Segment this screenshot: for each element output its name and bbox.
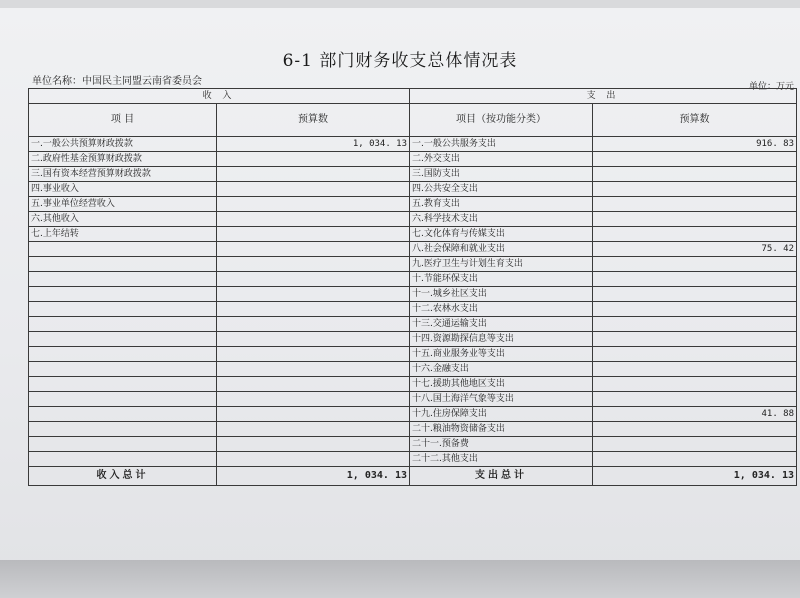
expense-item-cell: 二.外交支出 — [410, 152, 593, 167]
income-item-cell — [29, 302, 217, 317]
income-item-cell — [29, 257, 217, 272]
expense-value-cell — [593, 437, 797, 452]
expense-item-cell: 十八.国土海洋气象等支出 — [410, 392, 593, 407]
income-item-cell: 一.一般公共预算财政拨款 — [29, 137, 217, 152]
income-item-cell — [29, 272, 217, 287]
income-item-cell — [29, 392, 217, 407]
income-value-cell: 1, 034. 13 — [217, 137, 410, 152]
expense-value-cell: 75. 42 — [593, 242, 797, 257]
expense-value-cell — [593, 197, 797, 212]
table-row — [29, 332, 797, 347]
table-row — [29, 302, 797, 317]
expense-value-cell — [593, 227, 797, 242]
expense-value-cell — [593, 257, 797, 272]
income-item-cell: 四.事业收入 — [29, 182, 217, 197]
expense-item-cell: 二十一.预备费 — [410, 437, 593, 452]
expense-value-cell — [593, 377, 797, 392]
table-row — [29, 167, 797, 182]
income-value-cell — [217, 302, 410, 317]
expense-item-cell: 九.医疗卫生与计划生育支出 — [410, 257, 593, 272]
expense-item-cell: 十一.城乡社区支出 — [410, 287, 593, 302]
table-row — [29, 347, 797, 362]
expense-item-cell: 十四.资源勘探信息等支出 — [410, 332, 593, 347]
unit-name: 单位名称：中国民主同盟云南省委员会 — [32, 76, 202, 87]
income-value-cell — [217, 287, 410, 302]
expense-total-label: 支出总计 — [410, 467, 593, 486]
expense-value-cell — [593, 212, 797, 227]
income-value-cell — [217, 257, 410, 272]
expense-item-cell: 二十.粮油物资储备支出 — [410, 422, 593, 437]
expense-value-cell — [593, 422, 797, 437]
income-total-value: 1, 034. 13 — [217, 467, 410, 486]
expense-item-cell: 十九.住房保障支出 — [410, 407, 593, 422]
expense-value-cell — [593, 287, 797, 302]
table-row — [29, 422, 797, 437]
income-item-cell: 七.上年结转 — [29, 227, 217, 242]
expense-item-cell: 四.公共安全支出 — [410, 182, 593, 197]
income-item-cell: 二.政府性基金预算财政拨款 — [29, 152, 217, 167]
income-item-cell: 六.其他收入 — [29, 212, 217, 227]
expense-item-cell: 十五.商业服务业等支出 — [410, 347, 593, 362]
expense-value-cell: 916. 83 — [593, 137, 797, 152]
income-value-cell — [217, 182, 410, 197]
income-item-cell — [29, 332, 217, 347]
expense-item-cell: 十七.援助其他地区支出 — [410, 377, 593, 392]
expense-item-cell: 八.社会保障和就业支出 — [410, 242, 593, 257]
header-row-columns — [29, 104, 797, 137]
expense-item-cell: 十三.交通运输支出 — [410, 317, 593, 332]
income-value-cell — [217, 347, 410, 362]
income-value-cell — [217, 362, 410, 377]
totals-row — [29, 467, 797, 486]
income-total-label: 收入总计 — [29, 467, 217, 486]
table-row — [29, 152, 797, 167]
expense-total-value: 1, 034. 13 — [593, 467, 797, 486]
paper-sheet — [0, 8, 800, 568]
income-value-cell — [217, 407, 410, 422]
expense-item-cell: 十二.农林水支出 — [410, 302, 593, 317]
income-value-cell — [217, 212, 410, 227]
income-value-cell — [217, 167, 410, 182]
table-row — [29, 437, 797, 452]
income-item-cell — [29, 287, 217, 302]
expense-item-cell: 一.一般公共服务支出 — [410, 137, 593, 152]
income-value-cell — [217, 377, 410, 392]
income-item-cell — [29, 347, 217, 362]
income-value-cell — [217, 197, 410, 212]
income-item-cell: 五.事业单位经营收入 — [29, 197, 217, 212]
income-value-cell — [217, 317, 410, 332]
expense-value-cell — [593, 182, 797, 197]
page-title: 6-1 部门财务收支总体情况表 — [282, 51, 518, 71]
table-row — [29, 197, 797, 212]
expense-value-cell — [593, 152, 797, 167]
income-item-cell — [29, 422, 217, 437]
table-row — [29, 137, 797, 152]
table-row — [29, 362, 797, 377]
income-item-cell — [29, 377, 217, 392]
expense-value-cell — [593, 362, 797, 377]
expense-item-header: 项目（按功能分类） — [410, 104, 593, 137]
income-budget-header: 预算数 — [217, 104, 410, 137]
table-row — [29, 182, 797, 197]
expense-item-cell: 七.文化体育与传媒支出 — [410, 227, 593, 242]
income-value-cell — [217, 242, 410, 257]
unit-label: 单位：万元 — [748, 82, 794, 92]
expense-value-cell — [593, 347, 797, 362]
income-item-cell — [29, 437, 217, 452]
expense-item-cell: 三.国防支出 — [410, 167, 593, 182]
expense-budget-header: 预算数 — [593, 104, 797, 137]
income-item-cell: 三.国有资本经营预算财政拨款 — [29, 167, 217, 182]
expense-value-cell — [593, 272, 797, 287]
table-row — [29, 287, 797, 302]
expense-value-cell — [593, 317, 797, 332]
expense-value-cell — [593, 452, 797, 467]
expense-item-cell: 六.科学技术支出 — [410, 212, 593, 227]
expense-value-cell — [593, 332, 797, 347]
income-item-cell — [29, 362, 217, 377]
income-value-cell — [217, 272, 410, 287]
table-row — [29, 242, 797, 257]
expense-item-cell: 五.教育支出 — [410, 197, 593, 212]
table-row — [29, 257, 797, 272]
income-item-cell — [29, 317, 217, 332]
table-row — [29, 407, 797, 422]
income-item-cell — [29, 452, 217, 467]
income-item-cell — [29, 242, 217, 257]
expense-value-cell — [593, 167, 797, 182]
table-body — [29, 137, 797, 467]
table-row — [29, 317, 797, 332]
table-row — [29, 392, 797, 407]
table-row — [29, 377, 797, 392]
table-row — [29, 272, 797, 287]
income-item-cell — [29, 407, 217, 422]
expense-item-cell: 十六.金融支出 — [410, 362, 593, 377]
expense-value-cell — [593, 392, 797, 407]
budget-table — [28, 88, 797, 486]
expense-value-cell: 41. 88 — [593, 407, 797, 422]
expense-section-header: 支 出 — [410, 89, 797, 104]
income-value-cell — [217, 227, 410, 242]
income-value-cell — [217, 392, 410, 407]
income-value-cell — [217, 152, 410, 167]
table-row — [29, 212, 797, 227]
income-value-cell — [217, 437, 410, 452]
income-value-cell — [217, 422, 410, 437]
expense-value-cell — [593, 302, 797, 317]
income-section-header: 收 入 — [29, 89, 410, 104]
desk-shadow — [0, 560, 800, 598]
income-value-cell — [217, 332, 410, 347]
expense-item-cell: 十.节能环保支出 — [410, 272, 593, 287]
header-row-sections — [29, 89, 797, 104]
expense-item-cell: 二十二.其他支出 — [410, 452, 593, 467]
income-item-header: 项 目 — [29, 104, 217, 137]
table-row — [29, 452, 797, 467]
table-row — [29, 227, 797, 242]
income-value-cell — [217, 452, 410, 467]
